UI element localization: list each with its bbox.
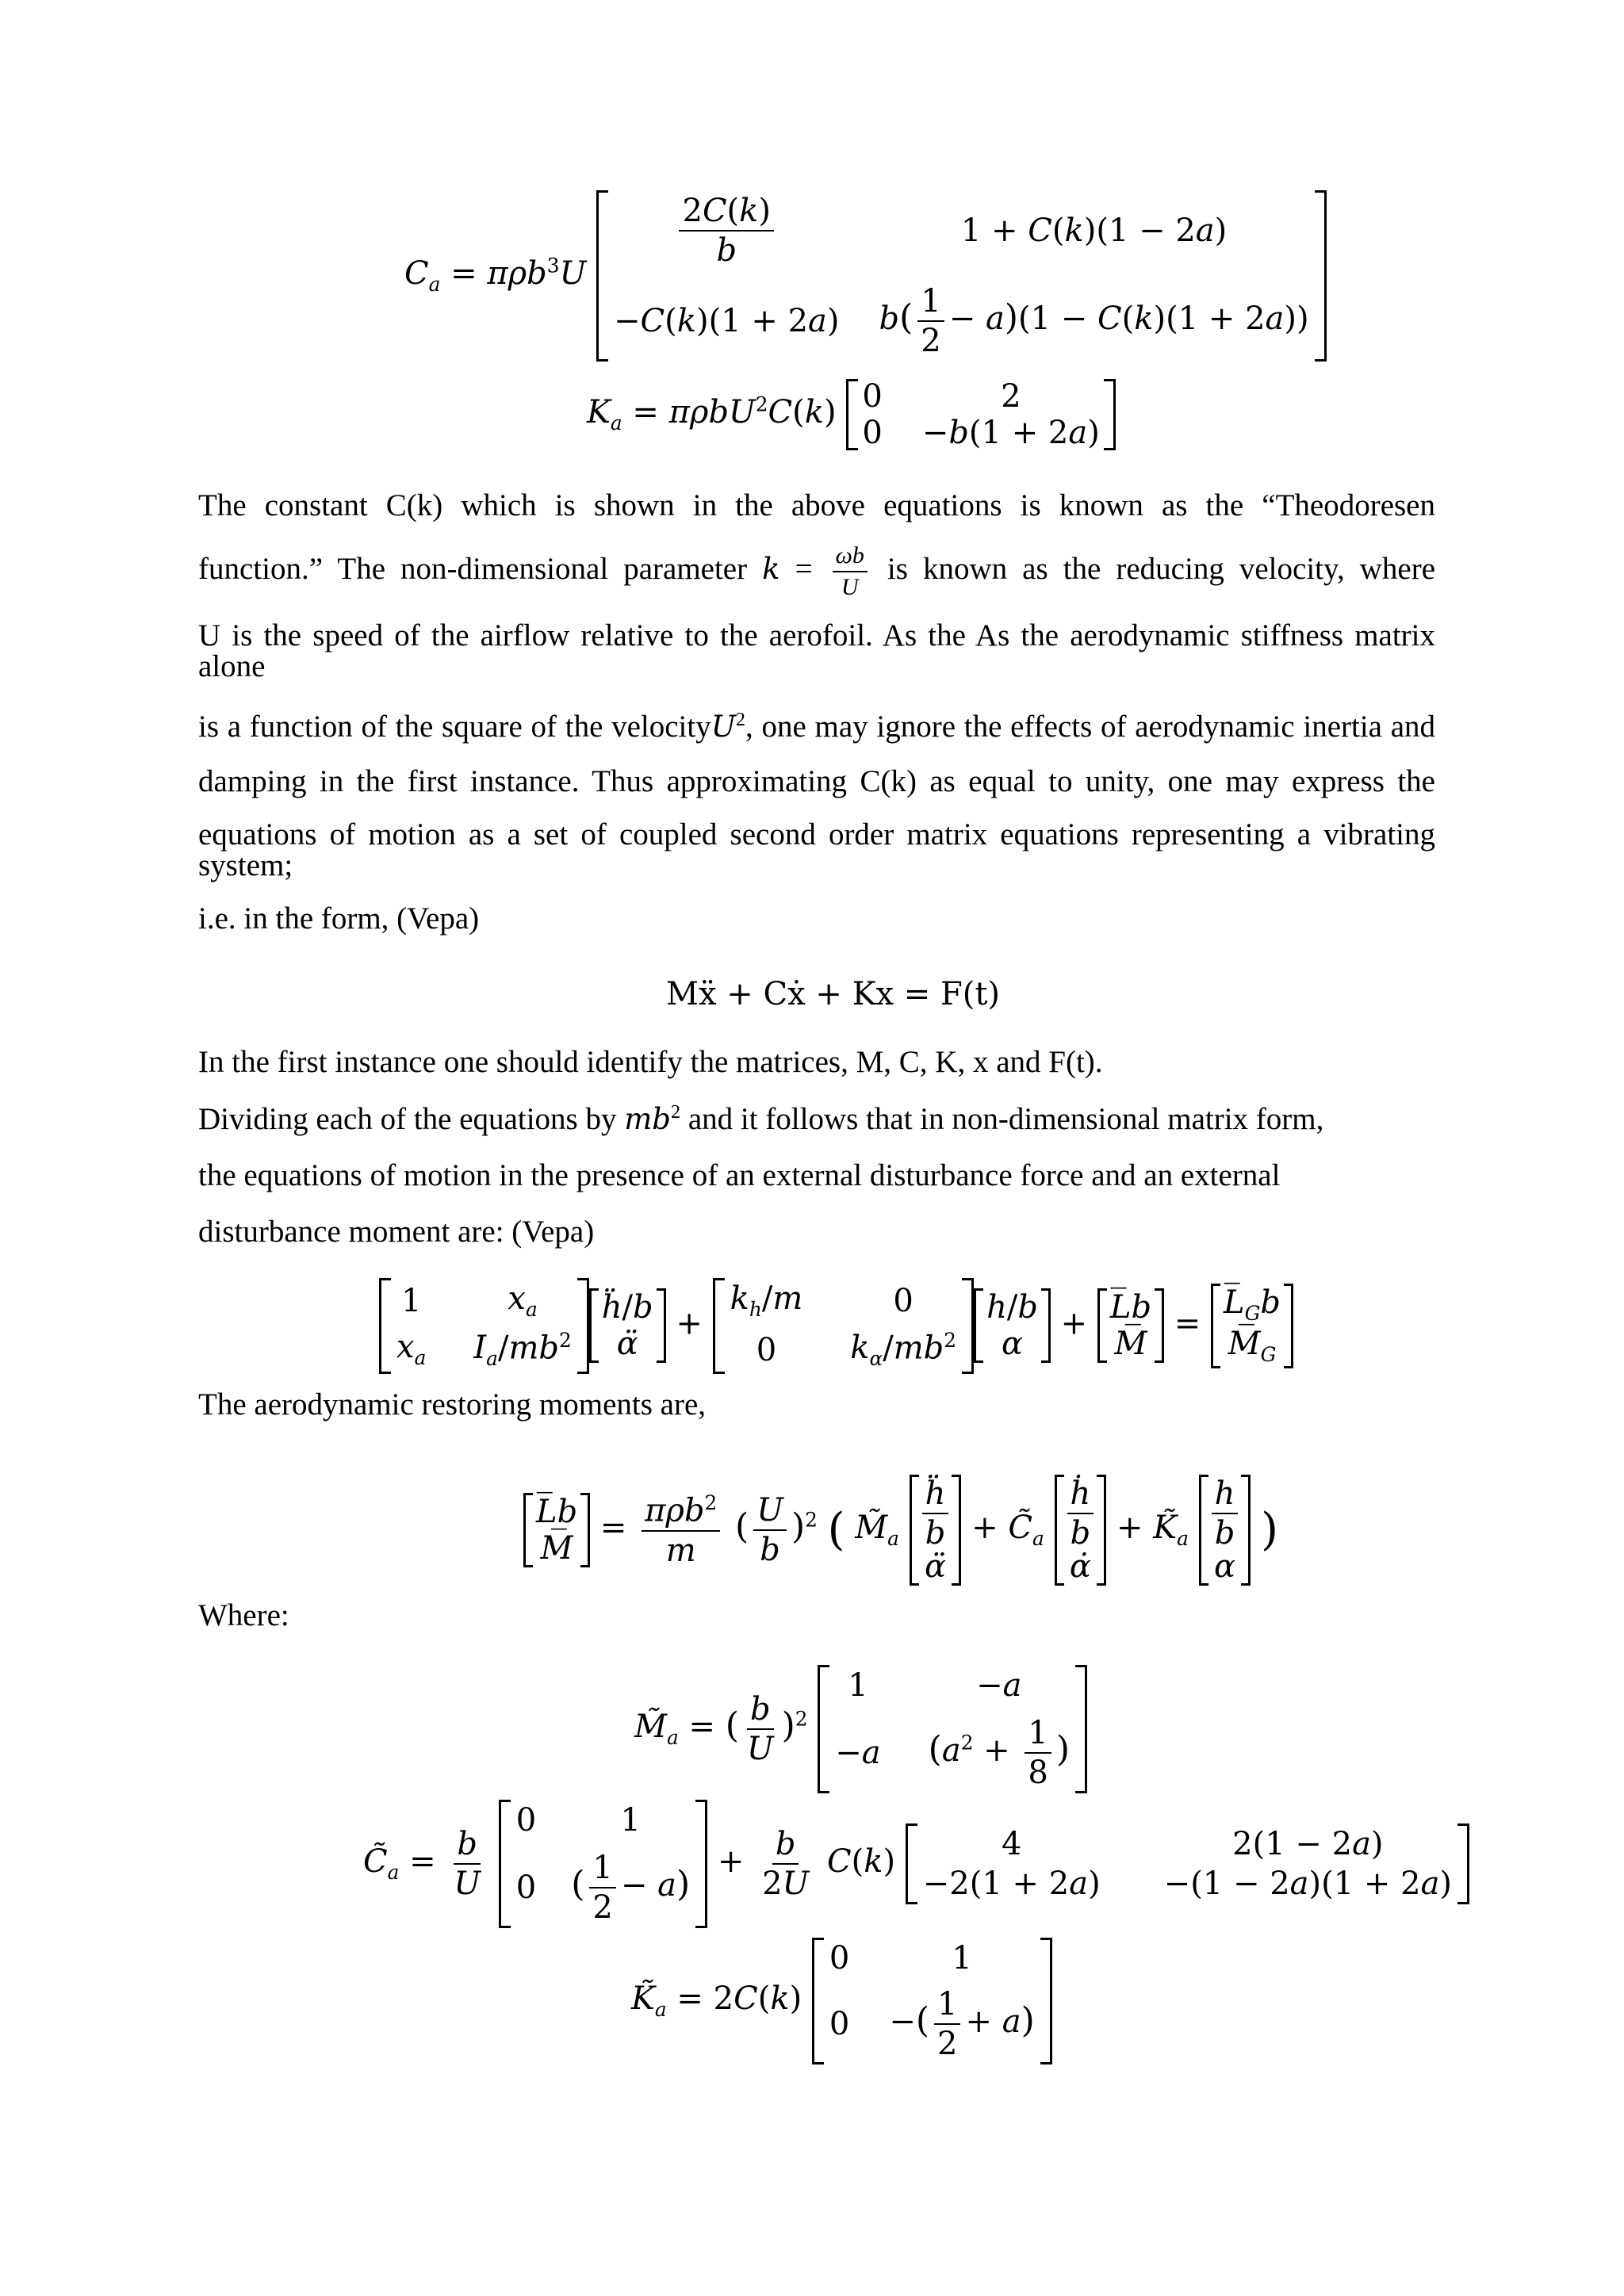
equation-ka-tilde: $K̃_a = 2C(k)$ 0 1 0 −( $\frac{1}{2}$ + a) [631,1938,1052,2064]
equation-restoring-moments: L̅b M̅ = $\frac{\pi\rho b^2}{m}$ ( $\frac{U}{b}$ )$^2$ ( $M̃_a$ $\frac{\text{ḧ}}{b}$ α̈ + $C̃_a$ $\frac{\text{ḣ}}{b}$ α̇ + $K̃_a$ $\frac{h}{b}$ α ) [523,1475,1278,1586]
equation-of-motion: Mẍ + Cẋ + Kx = F(t) [666,976,1000,1012]
para2-line2: Dividing each of the equations by $mb^2$ and it follows that in non-dimensional matrix form, [198,1101,1324,1136]
para2-line1: In the first instance one should identify the matrices, M, C, K, x and F(t). [198,1045,1103,1079]
equation-ka: $K_a = \pi\rho bU^2C(k)$ 0 2 0 −b(1 + 2a) [587,379,1116,450]
para3-line1: The aerodynamic restoring moments are, [198,1387,707,1422]
paragraph-restoring-moments [198,1389,1435,1420]
para2-line4: disturbance moment are: (Vepa) [198,1215,595,1249]
where-label: Where: [198,1598,289,1632]
para1-line4: is a function of the square of the velocityU$^2$, one may ignore the effects of aerodynamic inertia and [198,709,1435,744]
equation-matrix-motion: 1 $x_a$ $x_a$ $I_a/mb^2$ ḧ/b α̈ + $k_h/m$ 0 0 $k_\alpha/mb^2$ h/b α + L̅b M̅ = $L̅_Gb$ $M̅_G$ [379,1278,1293,1374]
paragraph-theodoresen [198,490,1435,934]
equation-ma-tilde: $M̃_a$ = ( $\frac{b}{U}$ )$^2$ 1 −a −a ($a^2$ + $\frac{1}{8}$ ) [634,1665,1087,1793]
para1-line5: damping in the first instance. Thus approximating C(k) as equal to unity, one may express the [198,764,1435,798]
equation-ca: $C_a = \pi\rho b^3U$ $\frac{2C(k)}{b}$ 1 + C(k)(1 − 2a) −C(k)(1 + 2a) b( $\frac{1}{2}$ − a)(1 − C(k)(1 + 2a)) [404,190,1327,362]
para2-line3: the equations of motion in the presence of an external disturbance force and an external [198,1158,1281,1192]
para1-line1: The constant C(k) which is shown in the above equations is known as the “Theodoresen [198,488,1435,522]
para1-line6: equations of motion as a set of coupled second order matrix equations representing a vibrating system; [198,817,1435,882]
para1-line3: U is the speed of the airflow relative to the aerofoil. As the As the aerodynamic stiffness matrix alone [198,618,1435,683]
para1-line7: i.e. in the form, (Vepa) [198,901,480,936]
equation-ca-tilde: $C̃_a$ = $\frac{b}{U}$ 0 1 0 ( $\frac{1}{2}$ − a) + $\frac{b}{2U}$ C(k) 4 2(1 − 2a) −2(1 + 2a) −(1 − 2a)(1 + 2a) [363,1800,1469,1928]
paragraph-matrices [198,1047,1435,1247]
para1-line2: function.” The non-dimensional parameter k = $\frac{\omega b}{U}$ is known as the reducing velocity, where [198,542,1436,600]
